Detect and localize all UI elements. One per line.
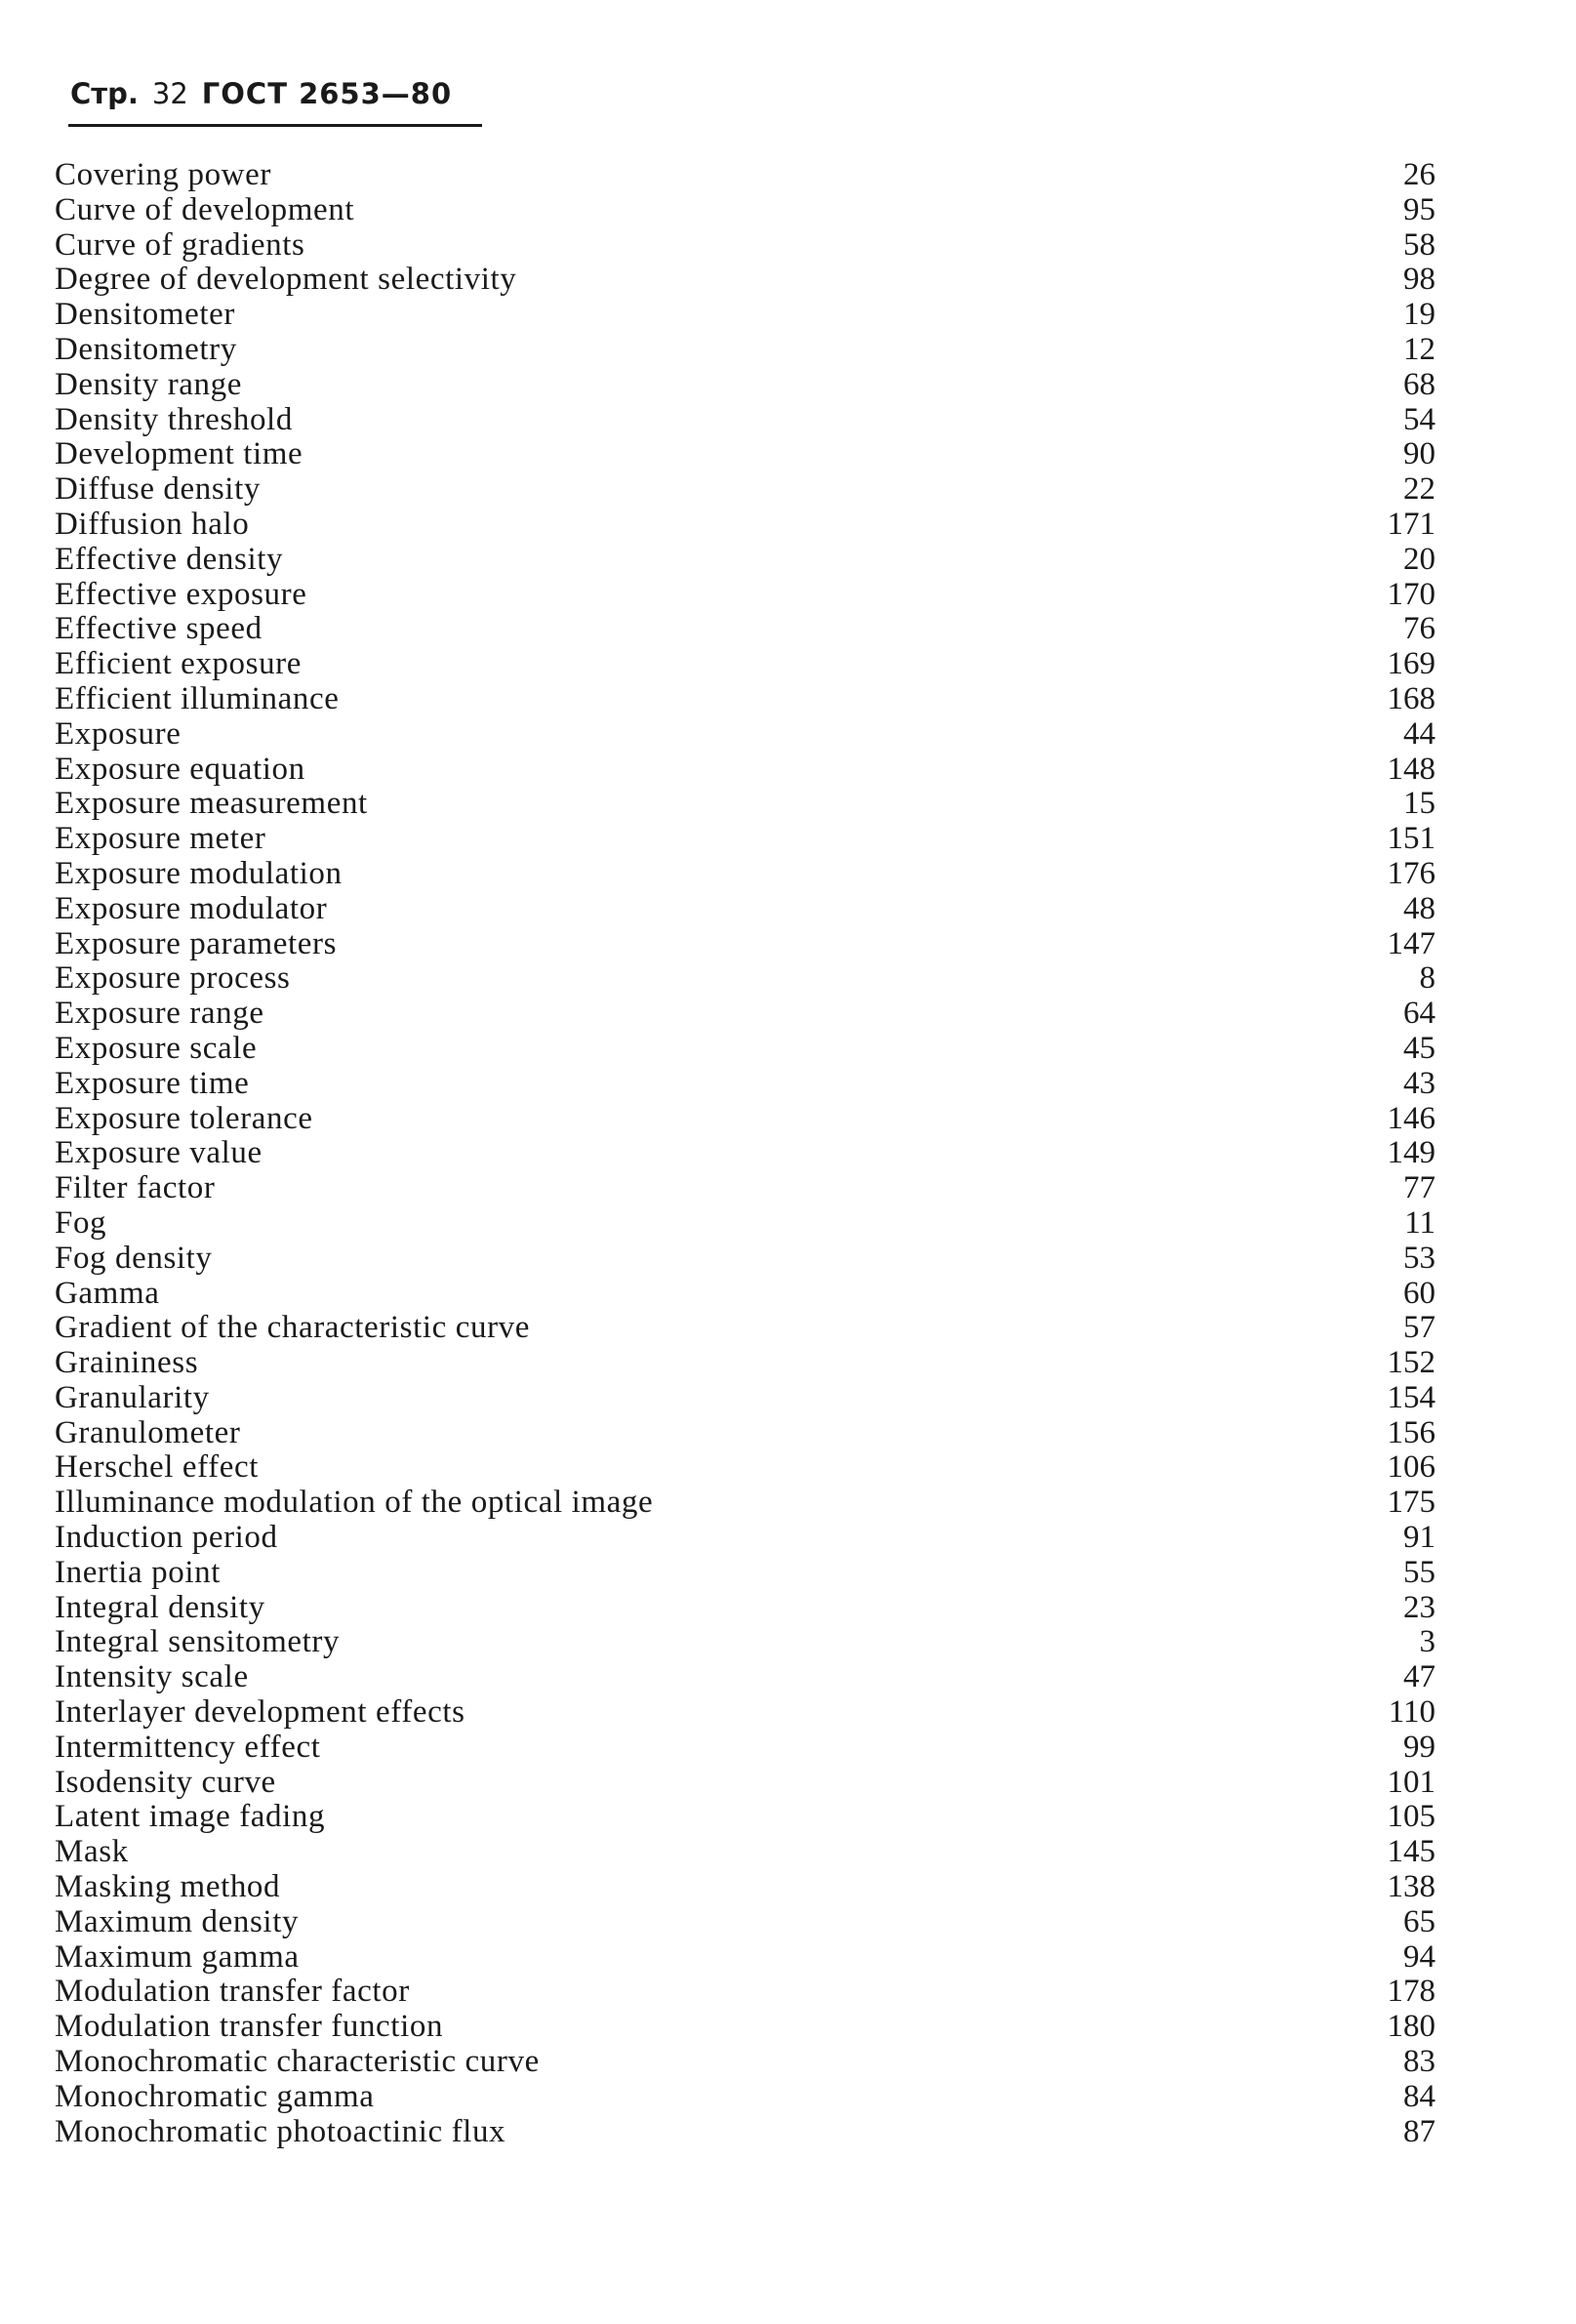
index-entry [55,1102,1435,1137]
index-page-number: 176 [1387,855,1435,891]
index-entry [55,1311,1435,1346]
index-term: Efficient illuminance [55,680,340,716]
index-entry [55,612,1435,647]
index-page-number: 8 [1419,960,1435,997]
term-index [55,158,1435,2149]
index-entry [55,1381,1435,1416]
page-header [70,70,480,129]
index-page-number: 55 [1403,1554,1435,1590]
index-entry [55,1277,1435,1312]
index-entry [55,1450,1435,1486]
index-term: Gradient of the characteristic curve [55,1310,531,1346]
index-term: Exposure equation [55,751,305,787]
header-rule [68,124,482,127]
index-entry [55,1905,1435,1940]
index-page-number: 110 [1388,1694,1435,1731]
index-entry [55,717,1435,753]
index-term: Density range [55,366,242,402]
index-entry [55,437,1435,472]
index-term: Exposure meter [55,821,266,857]
index-term: Exposure process [55,960,291,997]
index-page-number: 180 [1387,2009,1435,2045]
index-term: Graininess [55,1345,199,1381]
index-page-number: 145 [1387,1834,1435,1870]
page-number: 32 [151,77,188,110]
index-page-number: 11 [1404,1204,1435,1241]
index-entry [55,1346,1435,1381]
index-page-number: 99 [1403,1729,1435,1765]
index-entry [55,753,1435,788]
index-entry [55,1940,1435,1976]
index-term: Exposure scale [55,1030,258,1066]
index-page-number: 106 [1387,1449,1435,1486]
index-term: Exposure measurement [55,786,368,822]
index-page-number: 154 [1387,1379,1435,1415]
index-entry [55,2115,1435,2150]
index-term: Monochromatic photoactinic flux [55,2113,506,2149]
index-term: Exposure tolerance [55,1100,313,1136]
index-page-number: 83 [1403,2044,1435,2080]
index-entry [55,1975,1435,2010]
index-entry [55,2010,1435,2045]
index-page-number: 20 [1403,541,1435,577]
index-term: Induction period [55,1520,278,1556]
index-entry [55,997,1435,1032]
index-entry [55,1591,1435,1626]
index-page-number: 65 [1403,1903,1435,1939]
index-entry [55,158,1435,193]
index-term: Curve of development [55,191,355,227]
index-page-number: 12 [1403,331,1435,367]
index-term: Development time [55,436,303,472]
index-term: Effective exposure [55,576,307,612]
index-entry [55,1556,1435,1591]
index-term: Illuminance modulation of the optical image [55,1485,654,1521]
index-page-number: 58 [1403,226,1435,263]
index-page-number: 105 [1387,1799,1435,1835]
index-term: Filter factor [55,1170,216,1206]
index-term: Densitometer [55,297,235,333]
index-term: Mask [55,1834,129,1870]
index-page-number: 19 [1403,297,1435,333]
index-entry [55,1625,1435,1660]
index-page-number: 53 [1403,1240,1435,1276]
index-entry [55,1521,1435,1556]
index-page-number: 95 [1403,191,1435,227]
index-entry [55,2080,1435,2115]
index-entry [55,647,1435,682]
index-page-number: 94 [1403,1938,1435,1975]
index-page-number: 169 [1387,646,1435,682]
index-entry [55,892,1435,927]
index-entry [55,1486,1435,1521]
index-entry [55,1032,1435,1067]
index-entry [55,927,1435,962]
index-entry [55,1731,1435,1766]
index-entry [55,682,1435,717]
index-term: Efficient exposure [55,646,303,682]
index-page-number: 45 [1403,1030,1435,1066]
index-entry [55,578,1435,613]
index-entry [55,1800,1435,1835]
index-entry [55,1766,1435,1801]
index-entry [55,1695,1435,1731]
index-term: Exposure parameters [55,925,338,961]
index-entry [55,333,1435,368]
index-entry [55,1416,1435,1451]
index-term: Covering power [55,157,271,192]
index-term: Effective speed [55,611,263,647]
index-entry [55,787,1435,822]
index-entry [55,298,1435,333]
index-term: Integral sensitometry [55,1624,341,1660]
index-page-number: 90 [1403,436,1435,472]
index-page-number: 84 [1403,2078,1435,2114]
index-term: Monochromatic gamma [55,2078,375,2114]
index-entry [55,1206,1435,1242]
index-term: Modulation transfer function [55,2009,444,2045]
index-entry [55,1136,1435,1171]
index-page-number: 175 [1387,1485,1435,1521]
index-entry [55,193,1435,228]
index-term: Modulation transfer factor [55,1974,410,2010]
index-term: Granulometer [55,1414,241,1450]
index-entry [55,961,1435,997]
index-page-number: 168 [1387,680,1435,716]
index-page-number: 44 [1403,715,1435,752]
index-term: Granularity [55,1379,210,1415]
index-term: Diffuse density [55,471,261,508]
index-term: Monochromatic characteristic curve [55,2044,540,2080]
index-entry [55,1171,1435,1206]
index-entry [55,508,1435,543]
index-term: Densitometry [55,331,237,367]
index-page-number: 138 [1387,1869,1435,1905]
index-entry [55,472,1435,508]
index-page-number: 15 [1403,786,1435,822]
index-entry [55,543,1435,578]
index-entry [55,1870,1435,1905]
index-page-number: 23 [1403,1589,1435,1625]
index-term: Exposure modulator [55,890,328,926]
index-term: Effective density [55,541,284,577]
index-page-number: 22 [1403,471,1435,508]
index-term: Exposure value [55,1135,263,1171]
index-page-number: 147 [1387,925,1435,961]
index-page-number: 146 [1387,1100,1435,1136]
index-term: Interlayer development effects [55,1694,465,1731]
index-term: Degree of development selectivity [55,262,517,298]
index-entry [55,857,1435,892]
index-term: Exposure modulation [55,855,343,891]
index-term: Density threshold [55,401,293,437]
index-page-number: 54 [1403,401,1435,437]
index-page-number: 48 [1403,890,1435,926]
index-term: Intensity scale [55,1659,249,1695]
index-page-number: 178 [1387,1974,1435,2010]
index-entry [55,1835,1435,1870]
index-entry [55,1660,1435,1695]
index-term: Diffusion halo [55,506,250,542]
page-label: Стр. [70,77,139,110]
index-page-number: 57 [1403,1310,1435,1346]
index-page-number: 151 [1387,821,1435,857]
index-page-number: 152 [1387,1345,1435,1381]
index-term: Masking method [55,1869,281,1905]
index-page-number: 149 [1387,1135,1435,1171]
index-entry [55,228,1435,264]
index-entry [55,1067,1435,1102]
index-entry [55,368,1435,403]
index-page-number: 98 [1403,262,1435,298]
index-term: Intermittency effect [55,1729,321,1765]
index-term: Exposure [55,715,182,752]
index-page-number: 43 [1403,1065,1435,1101]
index-page-number: 101 [1387,1764,1435,1800]
index-term: Maximum density [55,1903,300,1939]
index-term: Exposure time [55,1065,250,1101]
index-page-number: 26 [1403,157,1435,192]
index-term: Latent image fading [55,1799,326,1835]
index-entry [55,263,1435,298]
index-term: Maximum gamma [55,1938,300,1975]
index-term: Fog density [55,1240,213,1276]
index-entry [55,1242,1435,1277]
index-page-number: 76 [1403,611,1435,647]
index-term: Fog [55,1204,107,1241]
standard-designation: ГОСТ 2653—80 [201,77,453,110]
index-page-number: 87 [1403,2113,1435,2149]
index-page-number: 156 [1387,1414,1435,1450]
index-page-number: 148 [1387,751,1435,787]
index-term: Inertia point [55,1554,221,1590]
index-entry [55,822,1435,857]
index-page-number: 91 [1403,1520,1435,1556]
index-page-number: 77 [1403,1170,1435,1206]
index-page-number: 64 [1403,996,1435,1032]
index-term: Integral density [55,1589,265,1625]
index-entry [55,2045,1435,2080]
index-page-number: 170 [1387,576,1435,612]
index-page-number: 3 [1419,1624,1435,1660]
index-term: Exposure range [55,996,264,1032]
index-page-number: 171 [1387,506,1435,542]
index-term: Herschel effect [55,1449,260,1486]
index-term: Gamma [55,1275,160,1311]
index-term: Curve of gradients [55,226,305,263]
index-page-number: 47 [1403,1659,1435,1695]
index-term: Isodensity curve [55,1764,276,1800]
index-page-number: 60 [1403,1275,1435,1311]
index-page-number: 68 [1403,366,1435,402]
index-entry [55,403,1435,438]
